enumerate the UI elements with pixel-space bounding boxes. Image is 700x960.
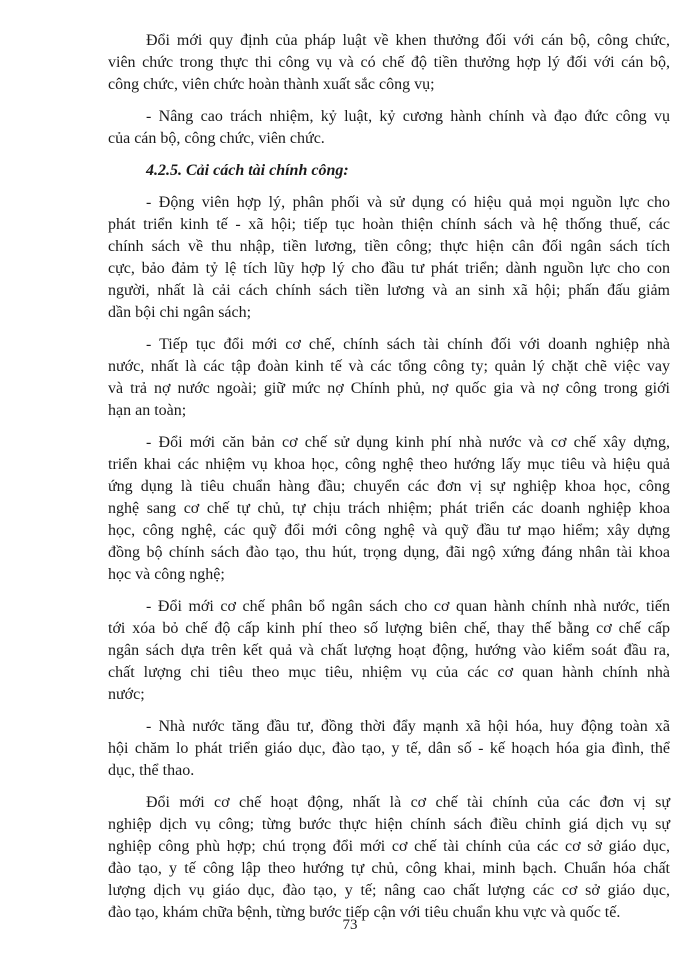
text-line: và trả nợ nước ngoài; giữ mức nợ Chính phủ, nợ quốc gia và nợ công trong giới: [108, 380, 670, 397]
text-line: chất lượng chi tiêu theo mục tiêu, nhiệm vụ của các cơ quan hành chính nhà: [108, 664, 670, 681]
text-line: triển khai các nhiệm vụ khoa học, công nghệ theo hướng lấy mục tiêu và hiệu quả: [108, 456, 670, 473]
text-line: đồng bộ chính sách đào tạo, thu hút, trọng dụng, đãi ngộ xứng đáng nhân tài khoa: [108, 544, 670, 561]
section-heading: [108, 160, 670, 182]
text-line: nước, nhất là các tập đoàn kinh tế và các tổng công ty; quản lý chặt chẽ việc vay: [108, 358, 670, 375]
text-line: lượng dịch vụ giáo dục, đào tạo, y tế; nâng cao chất lượng các cơ sở giáo dục,: [108, 882, 670, 899]
text-line: cực, bảo đảm tỷ lệ tích lũy hợp lý cho đầu tư phát triển; dành nguồn lực cho con: [108, 260, 670, 277]
text-line: công chức, viên chức hoàn thành xuất sắc công vụ;: [108, 76, 435, 93]
page-number: 73: [342, 917, 358, 933]
paragraph: [108, 792, 670, 924]
text-line: - Nhà nước tăng đầu tư, đồng thời đẩy mạnh xã hội hóa, huy động toàn xã: [146, 718, 670, 735]
paragraph: [108, 30, 670, 96]
text-line: phát triển kinh tế - xã hội; tiếp tục hoàn thiện chính sách và hệ thống thuế, các: [108, 216, 670, 233]
text-line: nghiệp công phù hợp; chú trọng đổi mới cơ chế tài chính của các cơ sở giáo dục,: [108, 838, 670, 855]
text-line: hội chăm lo phát triển giáo dục, đào tạo, y tế, dân số - kế hoạch hóa gia đình, thể: [108, 740, 670, 757]
text-line: học, công nghệ, các quỹ đổi mới công nghệ và quỹ đầu tư mạo hiểm; xây dựng: [108, 522, 670, 539]
paragraph: [108, 192, 670, 324]
text-line: hạn an toàn;: [108, 402, 187, 419]
paragraph: [108, 596, 670, 706]
text-line: dần bội chi ngân sách;: [108, 304, 252, 321]
text-line: đào tạo, khám chữa bệnh, từng bước tiếp cận với tiêu chuẩn khu vực và quốc tế.: [108, 904, 621, 921]
text-line: viên chức trong thực thi công vụ và có chế độ tiền thưởng hợp lý đối với cán bộ,: [108, 54, 670, 71]
text-line: Đổi mới cơ chế hoạt động, nhất là cơ chế tài chính của các đơn vị sự: [146, 794, 670, 811]
text-line: người, nhất là cải cách chính sách tiền lương và an sinh xã hội; phấn đấu giảm: [108, 282, 670, 299]
text-line: ứng dụng là tiêu chuẩn hàng đầu; chuyển các đơn vị sự nghiệp khoa học, công: [108, 478, 670, 495]
paragraph: [108, 334, 670, 422]
paragraph: [108, 432, 670, 586]
text-line: - Đổi mới cơ chế phân bổ ngân sách cho cơ quan hành chính nhà nước, tiến: [146, 598, 670, 615]
text-line: nghiệp dịch vụ công; từng bước thực hiện chính sách điều chỉnh giá dịch vụ sự: [108, 816, 670, 833]
text-line: tới xóa bỏ chế độ cấp kinh phí theo số lượng biên chế, thay thế bằng cơ chế cấp: [108, 620, 670, 637]
paragraph: [108, 716, 670, 782]
text-line: - Nâng cao trách nhiệm, kỷ luật, kỷ cương hành chính và đạo đức công vụ: [146, 108, 670, 125]
text-line: đào tạo, y tế công lập theo hướng tự chủ, công khai, minh bạch. Chuẩn hóa chất: [108, 860, 670, 877]
text-line: của cán bộ, công chức, viên chức.: [108, 130, 325, 147]
text-line: nước;: [108, 686, 145, 703]
text-line: dục, thể thao.: [108, 762, 195, 779]
text-line: nghệ sang cơ chế tự chủ, tự chịu trách nhiệm; phát triển các doanh nghiệp khoa: [108, 500, 670, 517]
text-line: ngân sách dựa trên kết quả và chất lượng hoạt động, hướng vào kiểm soát đầu ra,: [108, 642, 670, 659]
text-line: - Đổi mới căn bản cơ chế sử dụng kinh phí nhà nước và cơ chế xây dựng,: [146, 434, 670, 451]
text-line: - Tiếp tục đổi mới cơ chế, chính sách tài chính đối với doanh nghiệp nhà: [146, 336, 670, 353]
text-line: - Động viên hợp lý, phân phối và sử dụng có hiệu quả mọi nguồn lực cho: [146, 194, 670, 211]
paragraph: [108, 106, 670, 150]
text-line: Đổi mới quy định của pháp luật về khen thưởng đối với cán bộ, công chức,: [146, 32, 670, 49]
text-line: chính sách về thu nhập, tiền lương, tiền công; thực hiện cân đối ngân sách tích: [108, 238, 670, 255]
text-line: 4.2.5. Cải cách tài chính công:: [146, 162, 349, 179]
document-body: [108, 30, 670, 924]
text-line: học và công nghệ;: [108, 566, 225, 583]
